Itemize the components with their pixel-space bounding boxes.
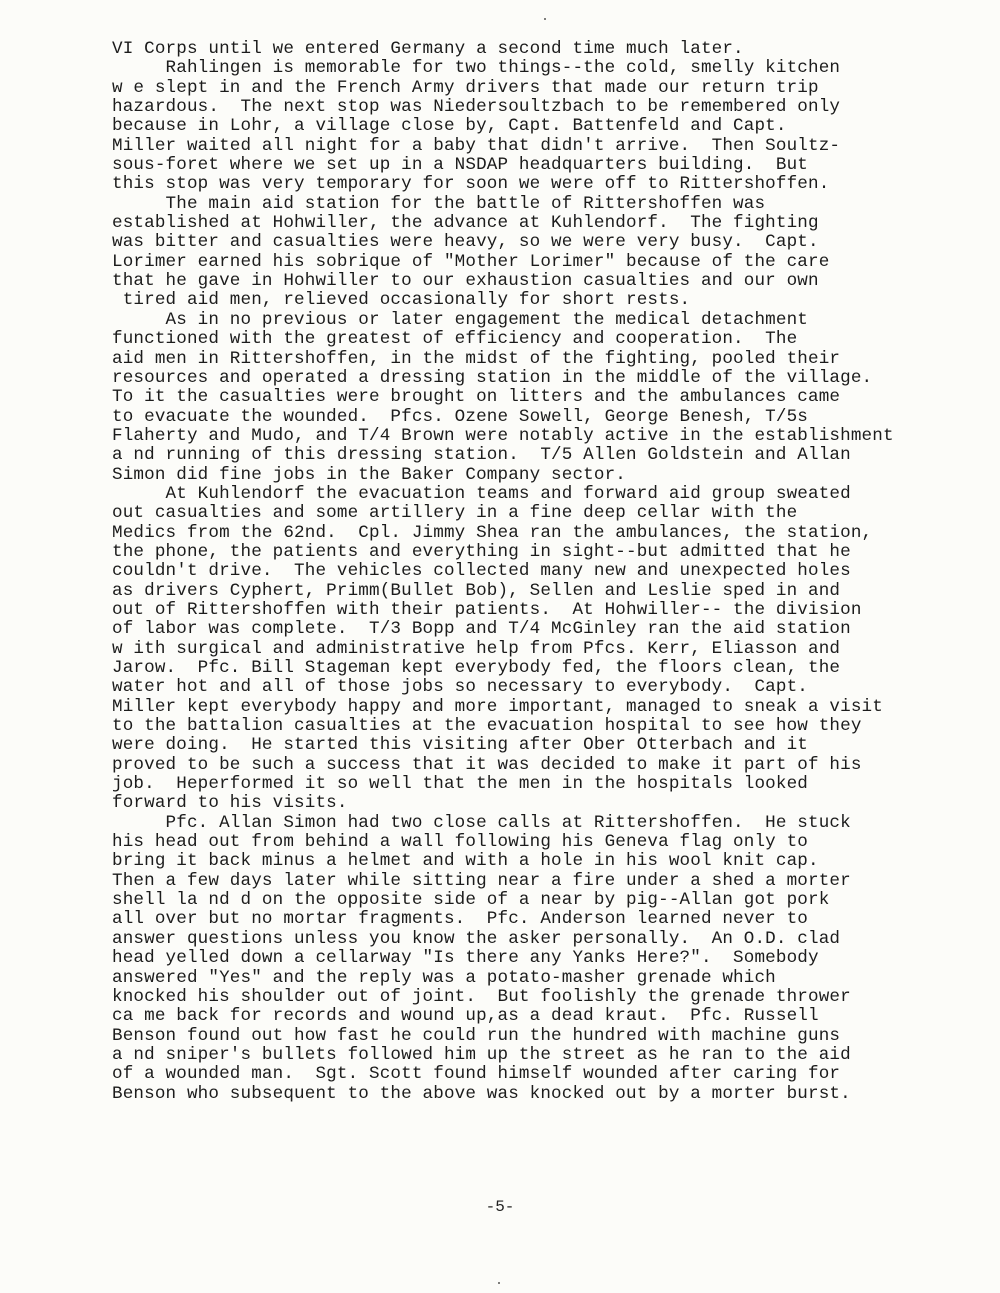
text-line: tired aid men, relieved occasionally for short rests. bbox=[112, 290, 691, 311]
text-line: answer questions unless you know the asker personally. An O.D. clad bbox=[112, 928, 841, 949]
text-line: proved to be such a success that it was decided to make it part of his bbox=[112, 754, 862, 775]
text-line: resources and operated a dressing station in the middle of the village. bbox=[112, 367, 873, 388]
text-line: Flaherty and Mudo, and T/4 Brown were notably active in the establishment bbox=[112, 425, 894, 446]
text-line: w e slept in and the French Army drivers that made our return trip bbox=[112, 77, 819, 98]
text-line: of a wounded man. Sgt. Scott found himself wounded after caring for bbox=[112, 1064, 841, 1085]
text-line: Pfc. Allan Simon had two close calls at Rittershoffen. He stuck bbox=[112, 812, 851, 833]
text-line: his head out from behind a wall following his Geneva flag only to bbox=[112, 832, 809, 853]
text-line: to evacuate the wounded. Pfcs. Ozene Sowell, George Benesh, T/5s bbox=[112, 406, 809, 427]
text-line: because in Lohr, a village close by, Capt. Battenfeld and Capt. bbox=[112, 116, 787, 137]
text-line: that he gave in Hohwiller to our exhaustion casualties and our own bbox=[112, 271, 819, 292]
text-line: knocked his shoulder out of joint. But foolishly the grenade thrower bbox=[112, 986, 851, 1007]
text-line: answered "Yes" and the reply was a potato-masher grenade which bbox=[112, 967, 776, 988]
text-line: ca me back for records and wound up,as a dead kraut. Pfc. Russell bbox=[112, 1006, 819, 1027]
text-line: the phone, the patients and everything in sight--but admitted that he bbox=[112, 541, 851, 562]
text-line: was bitter and casualties were heavy, so we were very busy. Capt. bbox=[112, 232, 819, 253]
text-line: to the battalion casualties at the evacuation hospital to see how they bbox=[112, 716, 862, 737]
page-number: -5- bbox=[485, 1198, 515, 1216]
text-line: w ith surgical and administrative help from Pfcs. Kerr, Eliasson and bbox=[112, 638, 841, 659]
text-line: sous-foret where we set up in a NSDAP headquarters building. But bbox=[112, 155, 809, 176]
text-line: water hot and all of those jobs so necessary to everybody. Capt. bbox=[112, 677, 809, 698]
text-line: The main aid station for the battle of Rittershoffen was bbox=[112, 193, 766, 214]
text-line: this stop was very temporary for soon we were off to Rittershoffen. bbox=[112, 174, 830, 195]
typed-text-body bbox=[112, 40, 972, 1104]
text-line: Jarow. Pfc. Bill Stageman kept everybody fed, the floors clean, the bbox=[112, 658, 841, 678]
text-line: VI Corps until we entered Germany a second time much later. bbox=[112, 39, 744, 59]
text-line: hazardous. The next stop was Niedersoultzbach to be remembered only bbox=[112, 97, 841, 118]
text-line: shell la nd d on the opposite side of a near by pig--Allan got pork bbox=[112, 890, 830, 911]
text-line: were doing. He started this visiting after Ober Otterbach and it bbox=[112, 735, 809, 756]
text-line: Medics from the 62nd. Cpl. Jimmy Shea ran the ambulances, the station, bbox=[112, 522, 873, 543]
text-line: Simon did fine jobs in the Baker Company sector. bbox=[112, 464, 626, 485]
text-line: To it the casualties were brought on litters and the ambulances came bbox=[112, 387, 841, 408]
paper-speck bbox=[498, 1282, 500, 1284]
text-line: of labor was complete. T/3 Bopp and T/4 McGinley ran the aid station bbox=[112, 619, 851, 640]
text-line: Then a few days later while sitting near a fire under a shed a morter bbox=[112, 870, 851, 891]
text-line: as drivers Cyphert, Primm(Bullet Bob), Sellen and Leslie sped in and bbox=[112, 580, 841, 601]
text-line: As in no previous or later engagement the medical detachment bbox=[112, 309, 809, 330]
text-line: established at Hohwiller, the advance at Kuhlendorf. The fighting bbox=[112, 213, 819, 234]
text-line: head yelled down a cellarway "Is there any Yanks Here?". Somebody bbox=[112, 948, 819, 969]
text-line: Lorimer earned his sobrique of "Mother Lorimer" because of the care bbox=[112, 251, 830, 272]
text-line: At Kuhlendorf the evacuation teams and forward aid group sweated bbox=[112, 483, 851, 504]
text-line: a nd running of this dressing station. T/5 Allen Goldstein and Allan bbox=[112, 445, 851, 466]
text-line: Benson who subsequent to the above was knocked out by a morter burst. bbox=[112, 1083, 851, 1104]
text-line: a nd sniper's bullets followed him up the street as he ran to the aid bbox=[112, 1044, 851, 1065]
text-line: job. Heperformed it so well that the men in the hospitals looked bbox=[112, 774, 809, 795]
text-line: aid men in Rittershoffen, in the midst of the fighting, pooled their bbox=[112, 348, 841, 369]
text-line: out casualties and some artillery in a fine deep cellar with the bbox=[112, 503, 798, 524]
text-line: Miller kept everybody happy and more important, managed to sneak a visit bbox=[112, 696, 883, 717]
text-line: couldn't drive. The vehicles collected many new and unexpected holes bbox=[112, 561, 851, 582]
text-line: bring it back minus a helmet and with a hole in his wool knit cap. bbox=[112, 851, 819, 872]
text-line: Miller waited all night for a baby that didn't arrive. Then Soultz- bbox=[112, 135, 841, 156]
text-line: forward to his visits. bbox=[112, 793, 348, 814]
text-line: Benson found out how fast he could run the hundred with machine guns bbox=[112, 1025, 841, 1046]
text-line: functioned with the greatest of efficiency and cooperation. The bbox=[112, 329, 798, 350]
text-line: Rahlingen is memorable for two things--the cold, smelly kitchen bbox=[112, 58, 841, 79]
text-line: out of Rittershoffen with their patients. At Hohwiller-- the division bbox=[112, 599, 862, 620]
text-line: all over but no mortar fragments. Pfc. Anderson learned never to bbox=[112, 909, 809, 930]
paper-speck bbox=[544, 18, 546, 20]
